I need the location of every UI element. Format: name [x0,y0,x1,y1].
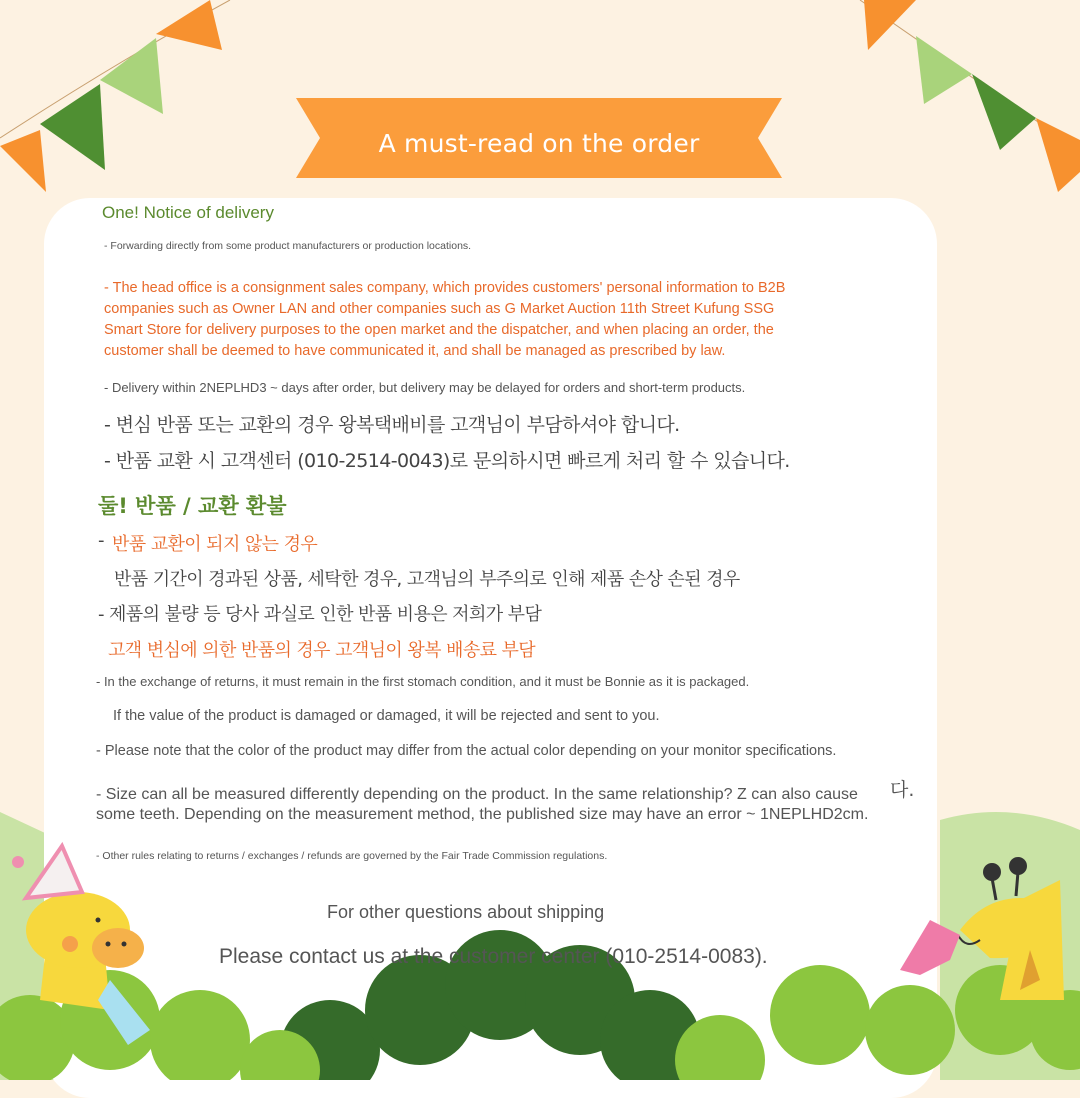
size-note-line-1: - Size can all be measured differently depending on the product. In the same relationship? Z can also cause [96,786,858,803]
no-return-dash: - [98,530,104,551]
return-shipping-fee-note: - 변심 반품 또는 교환의 경우 왕복택배비를 고객님이 부담하셔야 합니다. [104,414,680,436]
consignment-notice-line-1: - The head office is a consignment sales company, which provides customers' personal information to B2B [104,280,786,296]
defect-cost-note: - 제품의 불량 등 당사 과실로 인한 반품 비용은 저희가 부담 [98,604,542,625]
color-difference-note: - Please note that the color of the product may differ from the actual color depending on your monitor specifications. [96,743,837,759]
consignment-notice-line-4: customer shall be deemed to have communicated it, and shall be managed as prescribed by law. [104,343,726,359]
customer-center-contact: Please contact us at the customer center (010-2514-0083). [219,945,768,968]
shipping-questions-text: For other questions about shipping [327,902,605,922]
change-of-mind-cost-note: 고객 변심에 의한 반품의 경우 고객님이 왕복 배송료 부담 [108,640,536,661]
delivery-time-note: - Delivery within 2NEPLHD3 ~ days after order, but delivery may be delayed for orders and short-term products. [104,380,746,395]
no-return-cases: 반품 기간이 경과된 상품, 세탁한 경우, 고객님의 부주의로 인해 제품 손상 손된 경우 [114,569,740,590]
section-2-heading: 둘! 반품 / 교환 환불 [98,494,287,518]
consignment-notice-line-2: companies such as Owner LAN and other companies such as G Market Auction 11th Street Kufung SSG [104,301,775,317]
section-1-heading: One! Notice of delivery [102,203,274,222]
size-note-line-2: some teeth. Depending on the measurement method, the published size may have an error ~ 1NEPLHD2cm. [96,806,869,823]
return-condition-note: - In the exchange of returns, it must remain in the first stomach condition, and it must be Bonnie as it is packaged. [96,674,750,689]
consignment-notice-line-3: Smart Store for delivery purposes to the open market and the dispatcher, and when placing an order, the [104,322,774,338]
stray-text: 다. [890,779,915,801]
page-title: A must-read on the order [378,129,700,158]
forwarding-note: - Forwarding directly from some product manufacturers or production locations. [104,240,472,252]
damaged-product-note: If the value of the product is damaged or damaged, it will be rejected and sent to you. [113,708,660,724]
no-return-subheading: 반품 교환이 되지 않는 경우 [112,534,318,555]
customer-center-note: - 반품 교환 시 고객센터 (010-2514-0043)로 문의하시면 빠르게 처리 할 수 있습니다. [104,450,790,472]
fair-trade-note: - Other rules relating to returns / exchanges / refunds are governed by the Fair Trade Commission regulations. [96,850,608,862]
